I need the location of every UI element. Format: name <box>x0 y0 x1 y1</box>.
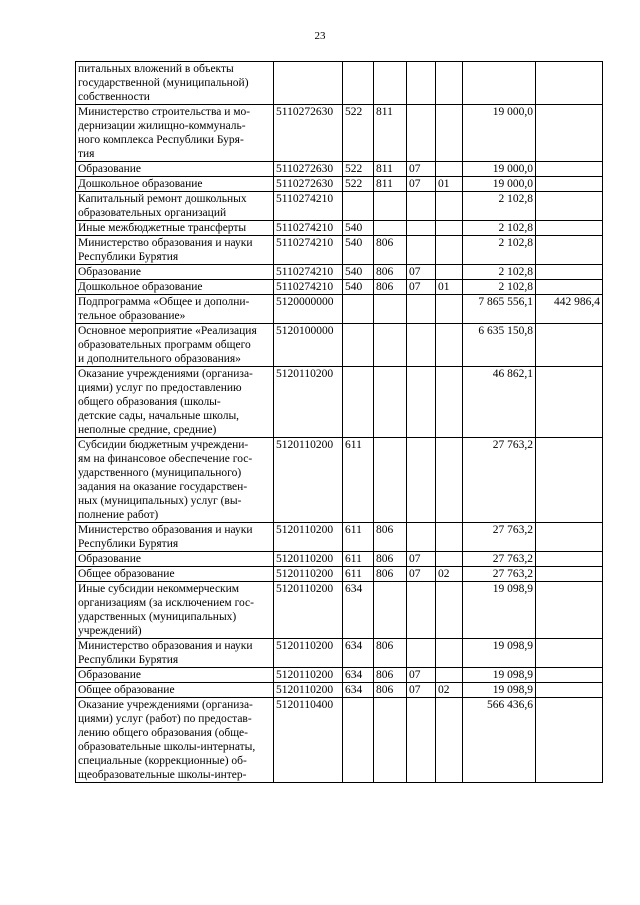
row-grbs-cell: 811 <box>374 105 407 162</box>
row-rz-cell: 07 <box>407 567 436 582</box>
row-vr-cell: 540 <box>343 236 374 265</box>
row-sum2-cell <box>536 236 603 265</box>
row-rz-cell <box>407 367 436 438</box>
row-name-cell: Иные межбюджетные трансферты <box>76 221 274 236</box>
row-sum-cell: 27 763,2 <box>463 523 536 552</box>
row-name-cell: Оказание учреждениями (организа- циями) услуг по предоставлению общего образования (школы- детские сады, начальные школы, неполные средние, средние) <box>76 367 274 438</box>
row-name-cell: Министерство строительства и мо- дернизации жилищно-коммуналь- ного комплекса Республики Буря- тия <box>76 105 274 162</box>
row-rz-cell: 07 <box>407 668 436 683</box>
row-name-cell: Образование <box>76 668 274 683</box>
row-name-cell: Министерство образования и науки Республики Бурятия <box>76 523 274 552</box>
row-pr-cell: 01 <box>436 177 463 192</box>
row-grbs-cell: 811 <box>374 162 407 177</box>
row-sum2-cell <box>536 280 603 295</box>
row-sum2-cell <box>536 324 603 367</box>
row-sum-cell: 46 862,1 <box>463 367 536 438</box>
row-vr-cell <box>343 698 374 783</box>
row-vr-cell <box>343 62 374 105</box>
row-pr-cell <box>436 105 463 162</box>
row-grbs-cell: 806 <box>374 236 407 265</box>
row-sum2-cell <box>536 221 603 236</box>
row-name-cell: Иные субсидии некоммерческим организациям (за исключением гос- ударственных (муниципальных) учреждений) <box>76 582 274 639</box>
row-vr-cell: 540 <box>343 280 374 295</box>
table-row <box>76 698 603 783</box>
row-grbs-cell <box>374 438 407 523</box>
table-row <box>76 582 603 639</box>
table-row <box>76 683 603 698</box>
row-vr-cell: 611 <box>343 552 374 567</box>
row-pr-cell <box>436 236 463 265</box>
row-code-cell: 5110274210 <box>274 265 343 280</box>
row-code-cell: 5110274210 <box>274 192 343 221</box>
table-row <box>76 523 603 552</box>
row-sum2-cell <box>536 582 603 639</box>
row-rz-cell <box>407 639 436 668</box>
table-row <box>76 324 603 367</box>
row-sum2-cell <box>536 523 603 552</box>
row-vr-cell: 522 <box>343 177 374 192</box>
row-vr-cell <box>343 367 374 438</box>
row-vr-cell: 634 <box>343 582 374 639</box>
row-grbs-cell: 806 <box>374 639 407 668</box>
row-code-cell: 5110274210 <box>274 236 343 265</box>
row-code-cell: 5110274210 <box>274 221 343 236</box>
row-code-cell: 5110274210 <box>274 280 343 295</box>
row-rz-cell <box>407 105 436 162</box>
row-sum-cell: 2 102,8 <box>463 280 536 295</box>
row-pr-cell <box>436 162 463 177</box>
row-sum-cell: 19 000,0 <box>463 162 536 177</box>
row-sum2-cell <box>536 698 603 783</box>
row-name-cell: Субсидии бюджетным учреждени- ям на финансовое обеспечение гос- ударственного (муниципального) задания на оказание государствен- ных (муниципальных) услуг (вы- полнение работ) <box>76 438 274 523</box>
row-grbs-cell: 811 <box>374 177 407 192</box>
row-sum-cell: 19 000,0 <box>463 177 536 192</box>
row-pr-cell <box>436 324 463 367</box>
table-row <box>76 668 603 683</box>
row-code-cell: 5120110200 <box>274 582 343 639</box>
row-sum-cell: 19 098,9 <box>463 683 536 698</box>
row-vr-cell <box>343 324 374 367</box>
row-sum-cell: 27 763,2 <box>463 567 536 582</box>
row-rz-cell <box>407 295 436 324</box>
row-sum-cell: 27 763,2 <box>463 552 536 567</box>
row-code-cell: 5120110200 <box>274 567 343 582</box>
row-grbs-cell <box>374 698 407 783</box>
row-rz-cell: 07 <box>407 683 436 698</box>
row-name-cell: Образование <box>76 265 274 280</box>
row-sum-cell: 19 098,9 <box>463 639 536 668</box>
row-sum2-cell <box>536 639 603 668</box>
row-name-cell: Общее образование <box>76 683 274 698</box>
row-name-cell: Министерство образования и науки Республики Бурятия <box>76 639 274 668</box>
row-code-cell: 5120110200 <box>274 523 343 552</box>
row-code-cell: 5110272630 <box>274 162 343 177</box>
table-body <box>76 62 603 783</box>
row-rz-cell: 07 <box>407 552 436 567</box>
row-pr-cell <box>436 367 463 438</box>
row-grbs-cell: 806 <box>374 523 407 552</box>
row-name-cell: Оказание учреждениями (организа- циями) услуг (работ) по предостав- лению общего образования (обще- образовательные школы-интернаты, специальные (коррекционные) об- щеобразовательные школы-интер- <box>76 698 274 783</box>
table-row <box>76 567 603 582</box>
row-sum-cell: 19 098,9 <box>463 582 536 639</box>
row-name-cell: Основное мероприятие «Реализация образовательных программ общего и дополнительного образования» <box>76 324 274 367</box>
row-pr-cell <box>436 523 463 552</box>
row-sum-cell: 7 865 556,1 <box>463 295 536 324</box>
row-grbs-cell <box>374 295 407 324</box>
row-vr-cell: 522 <box>343 105 374 162</box>
row-sum-cell: 19 000,0 <box>463 105 536 162</box>
row-pr-cell: 02 <box>436 683 463 698</box>
row-sum2-cell <box>536 683 603 698</box>
row-rz-cell <box>407 582 436 639</box>
row-grbs-cell <box>374 192 407 221</box>
page-number: 23 <box>314 30 326 42</box>
row-name-cell: Образование <box>76 552 274 567</box>
row-sum2-cell <box>536 367 603 438</box>
row-code-cell: 5120110200 <box>274 367 343 438</box>
row-vr-cell: 540 <box>343 221 374 236</box>
row-vr-cell: 634 <box>343 668 374 683</box>
row-pr-cell <box>436 552 463 567</box>
table-row <box>76 367 603 438</box>
table-row <box>76 105 603 162</box>
row-sum-cell: 2 102,8 <box>463 221 536 236</box>
row-name-cell: Общее образование <box>76 567 274 582</box>
row-vr-cell: 634 <box>343 683 374 698</box>
row-grbs-cell: 806 <box>374 668 407 683</box>
table-row <box>76 221 603 236</box>
row-rz-cell: 07 <box>407 280 436 295</box>
row-grbs-cell <box>374 221 407 236</box>
table-row <box>76 265 603 280</box>
row-rz-cell: 07 <box>407 177 436 192</box>
row-pr-cell <box>436 668 463 683</box>
row-sum2-cell <box>536 177 603 192</box>
row-grbs-cell: 806 <box>374 265 407 280</box>
row-grbs-cell <box>374 324 407 367</box>
table-row <box>76 162 603 177</box>
row-sum-cell: 566 436,6 <box>463 698 536 783</box>
row-pr-cell <box>436 438 463 523</box>
row-sum-cell: 2 102,8 <box>463 192 536 221</box>
row-pr-cell <box>436 62 463 105</box>
row-vr-cell: 611 <box>343 438 374 523</box>
row-sum2-cell <box>536 265 603 280</box>
table-row <box>76 438 603 523</box>
row-code-cell: 5110272630 <box>274 105 343 162</box>
table-row <box>76 280 603 295</box>
row-sum2-cell <box>536 668 603 683</box>
row-sum-cell: 2 102,8 <box>463 236 536 265</box>
table-row <box>76 62 603 105</box>
row-name-cell: Подпрограмма «Общее и дополни- тельное образование» <box>76 295 274 324</box>
row-rz-cell <box>407 324 436 367</box>
row-code-cell: 5120110200 <box>274 552 343 567</box>
row-sum-cell: 19 098,9 <box>463 668 536 683</box>
row-grbs-cell <box>374 62 407 105</box>
row-rz-cell <box>407 438 436 523</box>
row-rz-cell <box>407 698 436 783</box>
row-rz-cell <box>407 62 436 105</box>
budget-table <box>75 61 603 783</box>
row-sum-cell: 27 763,2 <box>463 438 536 523</box>
row-sum-cell <box>463 62 536 105</box>
row-grbs-cell <box>374 582 407 639</box>
row-sum2-cell <box>536 62 603 105</box>
row-name-cell: Капитальный ремонт дошкольных образовательных организаций <box>76 192 274 221</box>
row-code-cell <box>274 62 343 105</box>
row-name-cell: Министерство образования и науки Республики Бурятия <box>76 236 274 265</box>
row-name-cell: Образование <box>76 162 274 177</box>
row-pr-cell <box>436 192 463 221</box>
row-code-cell: 5110272630 <box>274 177 343 192</box>
row-rz-cell <box>407 192 436 221</box>
row-pr-cell: 01 <box>436 280 463 295</box>
table-row <box>76 639 603 668</box>
table-row <box>76 177 603 192</box>
row-vr-cell: 634 <box>343 639 374 668</box>
row-rz-cell <box>407 236 436 265</box>
row-grbs-cell: 806 <box>374 280 407 295</box>
row-vr-cell <box>343 192 374 221</box>
row-sum2-cell: 442 986,4 <box>536 295 603 324</box>
row-pr-cell: 02 <box>436 567 463 582</box>
row-vr-cell: 522 <box>343 162 374 177</box>
row-code-cell: 5120110200 <box>274 683 343 698</box>
row-name-cell: Дошкольное образование <box>76 280 274 295</box>
row-sum2-cell <box>536 192 603 221</box>
row-sum2-cell <box>536 567 603 582</box>
row-vr-cell: 611 <box>343 523 374 552</box>
row-rz-cell: 07 <box>407 162 436 177</box>
row-sum2-cell <box>536 438 603 523</box>
row-name-cell: питальных вложений в объекты государственной (муниципальной) собственности <box>76 62 274 105</box>
row-pr-cell <box>436 698 463 783</box>
row-vr-cell <box>343 295 374 324</box>
row-code-cell: 5120100000 <box>274 324 343 367</box>
row-pr-cell <box>436 221 463 236</box>
row-code-cell: 5120000000 <box>274 295 343 324</box>
table-row <box>76 295 603 324</box>
row-grbs-cell: 806 <box>374 567 407 582</box>
row-rz-cell <box>407 221 436 236</box>
row-code-cell: 5120110200 <box>274 438 343 523</box>
row-vr-cell: 611 <box>343 567 374 582</box>
row-vr-cell: 540 <box>343 265 374 280</box>
row-sum-cell: 6 635 150,8 <box>463 324 536 367</box>
row-code-cell: 5120110400 <box>274 698 343 783</box>
table-row <box>76 552 603 567</box>
row-pr-cell <box>436 639 463 668</box>
row-pr-cell <box>436 295 463 324</box>
row-grbs-cell <box>374 367 407 438</box>
row-grbs-cell: 806 <box>374 683 407 698</box>
row-pr-cell <box>436 265 463 280</box>
row-sum2-cell <box>536 105 603 162</box>
row-sum2-cell <box>536 162 603 177</box>
row-sum-cell: 2 102,8 <box>463 265 536 280</box>
row-pr-cell <box>436 582 463 639</box>
row-rz-cell <box>407 523 436 552</box>
row-code-cell: 5120110200 <box>274 668 343 683</box>
table-row <box>76 192 603 221</box>
row-rz-cell: 07 <box>407 265 436 280</box>
table-row <box>76 236 603 265</box>
row-name-cell: Дошкольное образование <box>76 177 274 192</box>
row-code-cell: 5120110200 <box>274 639 343 668</box>
row-grbs-cell: 806 <box>374 552 407 567</box>
row-sum2-cell <box>536 552 603 567</box>
